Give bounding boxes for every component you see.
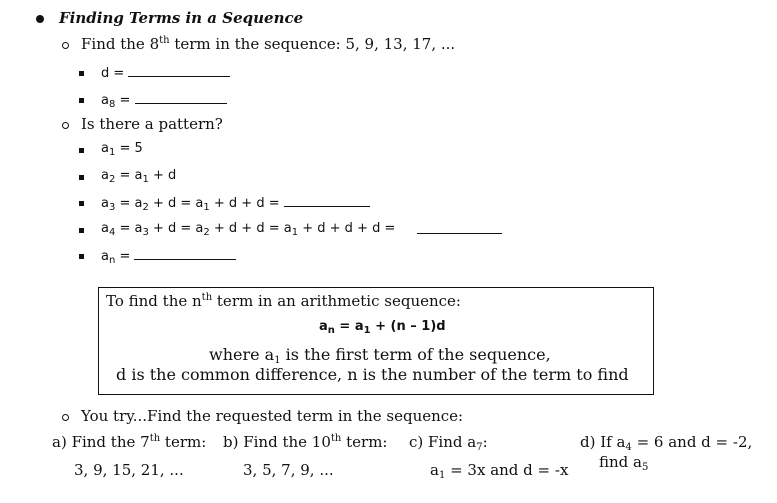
section-heading: Finding Terms in a Sequence	[59, 9, 304, 27]
formula-where-line: where $a_1$ is the first term of the sequence,	[209, 345, 551, 366]
problem-c-label: c) Find $a_7$:	[409, 433, 488, 453]
square-bullet-icon	[79, 98, 84, 103]
square-bullet-icon	[79, 175, 84, 180]
square-bullet-icon	[79, 228, 84, 233]
you-try-prompt: You try...Find the requested term in the sequence:	[81, 407, 464, 425]
d-answer-line: d =	[101, 64, 230, 81]
question-2-prompt: Is there a pattern?	[81, 115, 223, 133]
square-bullet-icon	[79, 254, 84, 259]
problem-c-condition: $a_1 = 3x$ and d = -x	[430, 461, 569, 481]
problem-b-sequence: 3, 5, 7, 9, ...	[243, 461, 334, 479]
answer-blank[interactable]	[134, 247, 236, 260]
a4-line: $a_4 = a_3 + d = a_2 + d + d = a_1 + d + d + d$ =	[101, 221, 396, 238]
formula-definition-line: d is the common difference, n is the number of the term to find	[116, 365, 629, 384]
problem-a-label: a) Find the 7th term:	[52, 433, 207, 451]
formula-intro: To find the $n^{th}$ term in an arithmetic sequence:	[106, 292, 461, 310]
a2-line: $a_2 = a_1 + d$	[101, 168, 177, 185]
a8-answer-line: $a_8$ =	[101, 91, 227, 110]
square-bullet-icon	[79, 201, 84, 206]
formula: $a_n = a_1 + (n - 1)d$	[319, 319, 446, 336]
problem-d-label: d) If $a_4 = 6$ and d = -2,	[580, 433, 753, 453]
sub-bullet-icon	[62, 414, 69, 421]
sub-bullet-icon	[62, 42, 69, 49]
question-1-prompt: Find the 8th term in the sequence: 5, 9, 13, 17, ...	[81, 35, 456, 53]
answer-blank[interactable]	[417, 221, 502, 234]
bullet-icon	[36, 15, 44, 23]
an-line: $a_n$ =	[101, 247, 236, 266]
answer-blank[interactable]	[135, 91, 227, 104]
square-bullet-icon	[79, 71, 84, 76]
a3-line: $a_3 = a_2 + d = a_1 + d + d$ =	[101, 194, 370, 213]
problem-b-label: b) Find the 10th term:	[223, 433, 388, 451]
answer-blank[interactable]	[128, 64, 230, 77]
sub-bullet-icon	[62, 122, 69, 129]
a1-line: $a_1 = 5$	[101, 141, 143, 158]
problem-a-sequence: 3, 9, 15, 21, ...	[74, 461, 184, 479]
answer-blank[interactable]	[284, 194, 370, 207]
square-bullet-icon	[79, 148, 84, 153]
problem-d-find: find $a_5$	[599, 453, 649, 473]
